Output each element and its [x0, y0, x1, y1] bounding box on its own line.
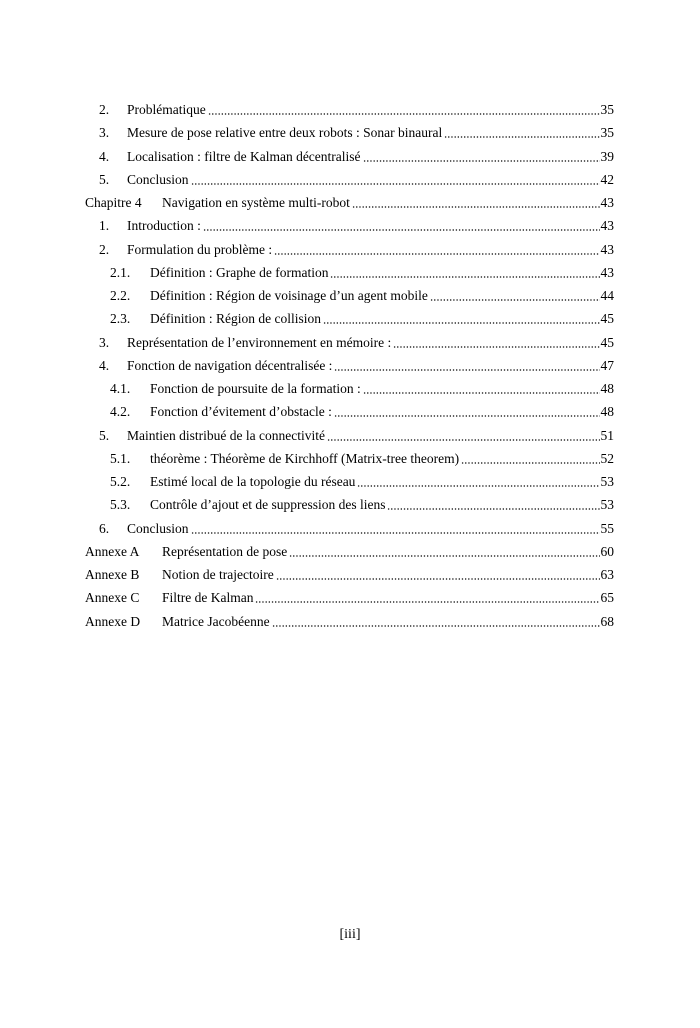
toc-leader-dots [327, 439, 600, 441]
toc-entry-number: 5.3. [110, 497, 131, 513]
toc-entry-title: Représentation de l’environnement en mémoire : [127, 334, 392, 350]
toc-entry[interactable] [0, 123, 700, 143]
toc-entry-number: 2.3. [110, 311, 131, 327]
toc-entry-number: 3. [99, 334, 110, 350]
toc-entry-number: 6. [99, 520, 110, 536]
toc-entry[interactable] [0, 542, 700, 562]
toc-entry-number: 2. [99, 241, 110, 257]
toc-entry-number: 4.1. [110, 381, 131, 396]
toc-entry-page: 48 [600, 404, 614, 420]
toc-entry-title: Fonction de poursuite de la formation : [150, 381, 361, 396]
toc-entry-page: 65 [600, 590, 614, 606]
toc-entry-title: Estimé local de la topologie du réseau [150, 474, 356, 489]
toc-entry[interactable] [0, 588, 700, 608]
toc-entry[interactable] [0, 402, 700, 422]
toc-leader-dots [357, 485, 600, 487]
toc-entry-page: 43 [600, 241, 614, 257]
toc-entry-title: Conclusion [127, 520, 189, 536]
toc-entry-title: Notion de trajectoire [162, 567, 274, 582]
toc-leader-dots [208, 113, 600, 115]
toc-leader-dots [444, 136, 600, 138]
toc-entry-title: Conclusion [127, 171, 189, 187]
toc-entry-number: 5.2. [110, 474, 131, 489]
toc-entry-number: Annexe C [85, 590, 140, 606]
toc-leader-dots [255, 601, 600, 603]
toc-entry-page: 52 [600, 450, 614, 466]
toc-entry-title: Localisation : filtre de Kalman décentralisé [127, 148, 361, 164]
toc-leader-dots [334, 415, 600, 417]
toc-entry-number: 5. [99, 427, 110, 443]
toc-leader-dots [276, 578, 600, 580]
toc-entry-number: 2.1. [110, 264, 131, 280]
toc-entry-title: Fonction d’évitement d’obstacle : [150, 404, 332, 420]
toc-entry-page: 48 [600, 381, 614, 396]
toc-leader-dots [393, 346, 600, 348]
toc-entry[interactable] [0, 449, 700, 469]
toc-entry-page: 63 [600, 567, 614, 582]
toc-entry-number: 2.2. [110, 288, 131, 303]
toc-entry-number: Chapitre 4 [85, 195, 142, 210]
toc-leader-dots [363, 160, 600, 162]
toc-entry-number: 5. [99, 171, 110, 187]
toc-leader-dots [330, 276, 600, 278]
toc-entry-page: 60 [600, 543, 614, 559]
toc-entry-title: Filtre de Kalman [162, 590, 254, 606]
toc-leader-dots [352, 206, 600, 208]
toc-leader-dots [334, 369, 600, 371]
toc-entry-title: Contrôle d’ajout et de suppression des liens [150, 497, 386, 513]
toc-entry-number: 1. [99, 218, 110, 234]
toc-entry-title: Représentation de pose [162, 543, 288, 559]
toc-entry-page: 42 [600, 171, 614, 187]
toc-leader-dots [191, 532, 600, 534]
toc-entry-page: 43 [600, 264, 614, 280]
toc-leader-dots [203, 229, 600, 231]
toc-leader-dots [430, 299, 600, 301]
toc-leader-dots [274, 253, 600, 255]
toc-entry[interactable] [0, 333, 700, 353]
toc-entry-title: Problématique [127, 102, 206, 117]
toc-entry-title: Maintien distribué de la connectivité [127, 427, 325, 443]
toc-entry-page: 55 [600, 520, 614, 536]
toc-entry-page: 47 [600, 357, 614, 373]
toc-entry-page: 45 [600, 311, 614, 327]
toc-entry-number: Annexe D [85, 613, 141, 629]
toc-entry-number: 4.2. [110, 404, 131, 420]
toc-entry-page: 51 [600, 427, 614, 443]
toc-entry-title: Définition : Graphe de formation [150, 264, 329, 280]
toc-leader-dots [191, 183, 600, 185]
toc-leader-dots [387, 508, 600, 510]
toc-entry[interactable] [0, 193, 700, 213]
page-number: [iii] [339, 927, 361, 942]
toc-entry-title: Définition : Région de voisinage d’un agent mobile [150, 288, 428, 303]
toc-entry-number: 4. [99, 148, 110, 164]
toc-entry-title: Formulation du problème : [127, 241, 273, 257]
toc-entry[interactable] [0, 519, 700, 539]
toc-entry-number: 5.1. [110, 450, 131, 466]
toc-entry-page: 35 [600, 102, 614, 117]
toc-entry[interactable] [0, 263, 700, 283]
toc-entry-page: 39 [600, 148, 614, 164]
toc-entry[interactable] [0, 147, 700, 167]
toc-entry[interactable] [0, 240, 700, 260]
toc-entry-page: 35 [600, 125, 614, 141]
toc-entry-page: 68 [600, 613, 614, 629]
toc-leader-dots [323, 322, 600, 324]
toc-entry-page: 43 [600, 195, 614, 210]
toc-entry-page: 53 [600, 497, 614, 513]
toc-entry[interactable] [0, 100, 700, 120]
toc-entry-number: 3. [99, 125, 110, 141]
toc-entry[interactable] [0, 426, 700, 446]
toc-entry-title: théorème : Théorème de Kirchhoff (Matrix-tree theorem) [150, 450, 460, 466]
toc-entry[interactable] [0, 356, 700, 376]
toc-entry-title: Matrice Jacobéenne [162, 613, 270, 629]
toc-leader-dots [363, 392, 600, 394]
toc-entry-number: Annexe B [85, 567, 140, 582]
toc-entry[interactable] [0, 170, 700, 190]
toc-leader-dots [461, 462, 600, 464]
toc-entry-number: 2. [99, 102, 110, 117]
toc-entry-title: Fonction de navigation décentralisée : [127, 357, 333, 373]
toc-entry-title: Mesure de pose relative entre deux robots : Sonar binaural [127, 125, 443, 141]
toc-leader-dots [289, 555, 600, 557]
toc-entry[interactable] [0, 612, 700, 632]
toc-leader-dots [272, 625, 600, 627]
toc-entry[interactable] [0, 472, 700, 492]
toc-entry[interactable] [0, 379, 700, 399]
toc-entry[interactable] [0, 216, 700, 236]
toc-entry[interactable] [0, 286, 700, 306]
toc-entry-title: Navigation en système multi-robot [162, 195, 350, 210]
toc-entry-title: Définition : Région de collision [150, 311, 321, 327]
toc-entry-title: Introduction : [127, 218, 201, 234]
toc-entry-page: 44 [600, 288, 614, 303]
toc-entry-number: Annexe A [85, 543, 140, 559]
toc-entry[interactable] [0, 565, 700, 585]
toc-entry[interactable] [0, 495, 700, 515]
toc-entry-page: 43 [600, 218, 614, 234]
toc-entry-page: 53 [600, 474, 614, 489]
toc-entry[interactable] [0, 309, 700, 329]
toc-entry-page: 45 [600, 334, 614, 350]
toc-entry-number: 4. [99, 357, 110, 373]
